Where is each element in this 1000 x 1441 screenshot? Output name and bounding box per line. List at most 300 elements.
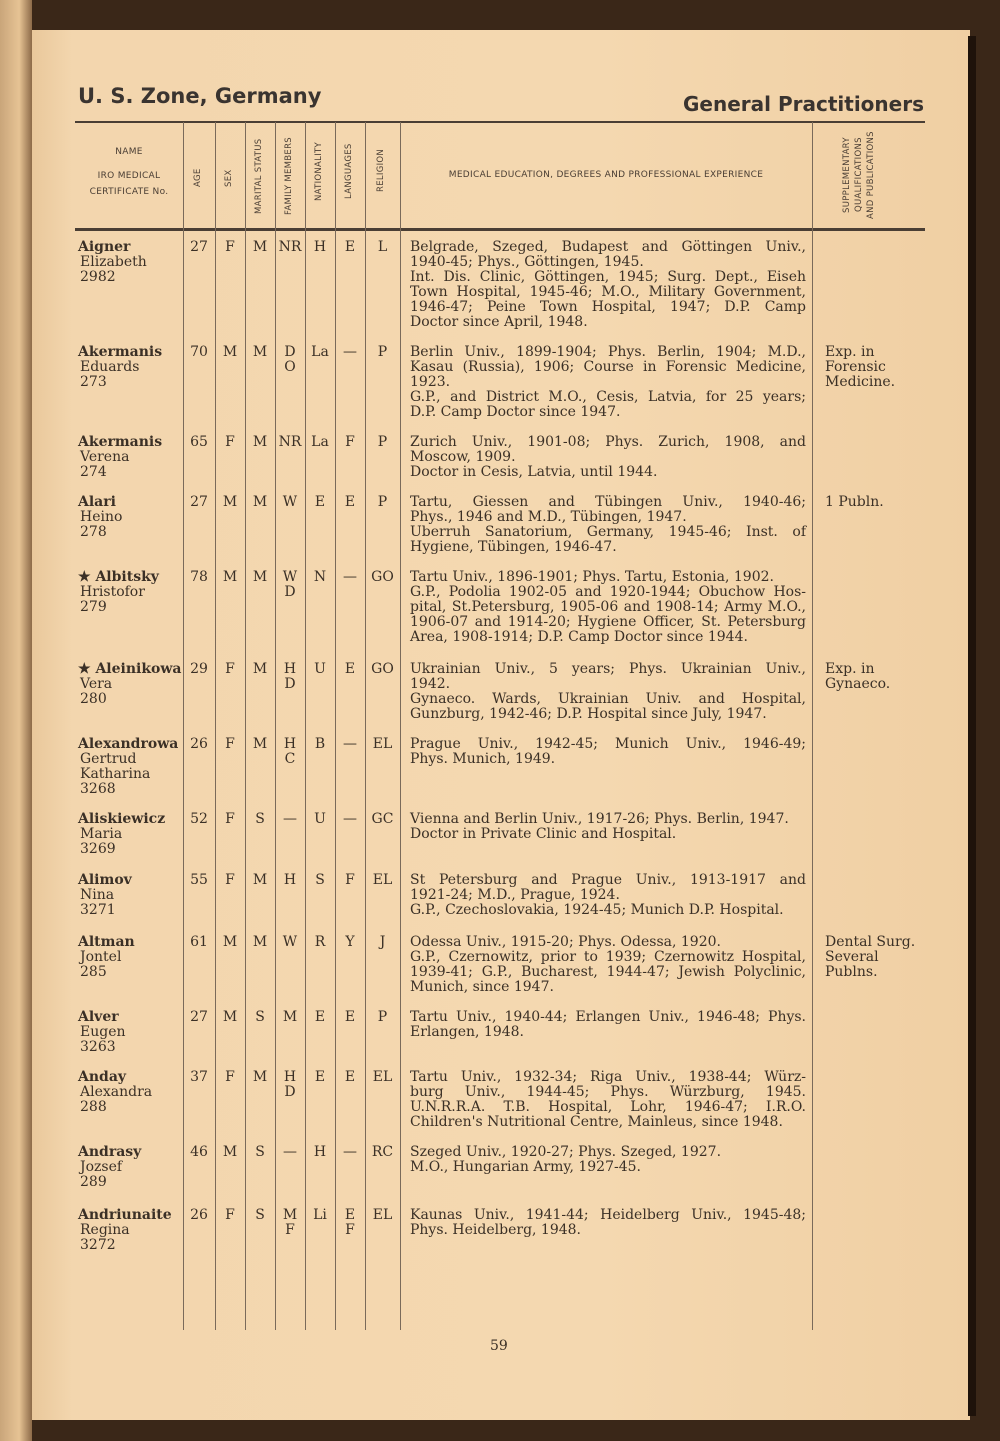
religion-cell: L [377, 239, 388, 255]
family-cell [275, 1208, 305, 1238]
header-marital-status: MARITAL STATUS [254, 138, 264, 214]
surname [78, 873, 188, 888]
surname [78, 570, 188, 585]
nationality-cell: Li [313, 1207, 327, 1223]
education-line: Hygiene, Tübingen, 1946-47. [410, 539, 617, 555]
age-cell: 29 [190, 661, 208, 677]
name-cell [78, 1010, 188, 1055]
header-age: AGE [193, 168, 203, 188]
education-paragraph [410, 737, 806, 767]
given-name: Eduards [80, 359, 140, 375]
religion-cell: EL [372, 1069, 393, 1085]
education-paragraph [410, 495, 806, 525]
religion-cell: P [377, 494, 388, 510]
sex-cell: M [222, 934, 238, 950]
education-cell [410, 737, 806, 767]
page-number: 59 [490, 1338, 508, 1354]
marital-cell: S [255, 1009, 265, 1025]
sex-cell: M [222, 1144, 238, 1160]
sex-cell: F [225, 811, 235, 827]
family-value: NR [278, 239, 302, 255]
education-paragraph [410, 570, 806, 585]
religion-cell: P [377, 1009, 388, 1025]
education-line: D.P. Camp Doctor since 1947. [410, 404, 621, 420]
education-paragraph [410, 1145, 806, 1160]
languages-value: E [344, 661, 356, 677]
education-paragraph [410, 345, 806, 390]
header-education: MEDICAL EDUCATION, DEGREES AND PROFESSIONAL EXPERIENCE [448, 170, 764, 180]
surname-text: Aigner [78, 239, 131, 255]
surname-text: Andrasy [78, 1144, 142, 1160]
surname [78, 737, 188, 752]
nationality-cell: E [314, 1069, 326, 1085]
family-cell [275, 662, 305, 692]
education-paragraph [410, 935, 806, 950]
family-cell [275, 495, 305, 510]
languages-value: — [343, 1144, 357, 1160]
supplementary-cell [825, 495, 925, 510]
education-cell [410, 240, 806, 330]
education-cell [410, 1145, 806, 1175]
given-name: Jozsef [80, 1159, 123, 1175]
surname-text: Akermanis [78, 434, 163, 450]
header-bottom-rule [75, 228, 925, 231]
header-top-rule [75, 121, 925, 123]
education-paragraph [410, 270, 806, 330]
certificate-number: 278 [80, 524, 107, 540]
education-line: Tartu Univ., 1940-44; Erlangen Univ., 1946-48; Phys. [410, 1009, 806, 1025]
languages-cell [335, 240, 365, 255]
age-cell: 78 [190, 569, 208, 585]
family-cell [275, 935, 305, 950]
given-name: Heino [80, 509, 123, 525]
education-line: G.P., Czechoslovakia, 1924-45; Munich D.P. Hospital. [410, 902, 784, 918]
given-name: Eugen [80, 1024, 126, 1040]
surname [78, 240, 188, 255]
education-line: Int. Dis. Clinic, Göttingen, 1945; Surg. Dept., Eiseh [410, 269, 806, 285]
given-name: Maria [80, 826, 123, 842]
age-cell: 26 [190, 736, 208, 752]
marital-cell: M [252, 344, 268, 360]
languages-value: E [344, 494, 356, 510]
nationality-cell: B [314, 736, 326, 752]
languages-cell [335, 435, 365, 450]
surname-text: Anday [78, 1069, 127, 1085]
education-paragraph [410, 812, 806, 827]
supplementary-line: Gynaeco. [825, 676, 891, 692]
education-cell [410, 495, 806, 555]
supplementary-line: Forensic [825, 359, 886, 375]
family-value: D [284, 584, 296, 600]
nationality-cell: S [315, 872, 325, 888]
family-value: D [284, 676, 296, 692]
education-line: Vienna and Berlin Univ., 1917-26; Phys. Berlin, 1947. [410, 811, 789, 827]
sex-cell: F [225, 434, 235, 450]
sex-cell: F [225, 1207, 235, 1223]
name-cell [78, 1070, 188, 1115]
surname [78, 1070, 188, 1085]
header-languages: LANGUAGES [344, 143, 354, 199]
education-cell [410, 935, 806, 995]
age-cell: 37 [190, 1069, 208, 1085]
education-line: Tartu, Giessen and Tübingen Univ., 1940-46; [410, 494, 806, 510]
marital-cell: S [255, 811, 265, 827]
education-line: G.P., and District M.O., Cesis, Latvia, for 25 years; [410, 389, 806, 405]
zone-title: U. S. Zone, Germany [78, 84, 322, 108]
given-name: Gertrud [80, 751, 137, 767]
marital-cell: M [252, 239, 268, 255]
languages-value: Y [345, 934, 355, 950]
languages-value: — [343, 736, 357, 752]
education-line: 1939-41; G.P., Bucharest, 1944-47; Jewish Polyclinic, [410, 964, 806, 980]
age-cell: 26 [190, 1207, 208, 1223]
family-cell [275, 812, 305, 827]
sex-cell: F [225, 661, 235, 677]
header-supp-line: QUALIFICATIONS [854, 137, 864, 213]
education-cell [410, 345, 806, 420]
education-line: Zurich Univ., 1901-08; Phys. Zurich, 1908, and [410, 434, 806, 450]
education-line: 1942. [410, 676, 451, 692]
surname [78, 1010, 188, 1025]
family-value: W [282, 494, 298, 510]
header-supplementary [842, 130, 876, 220]
education-line: Ukrainian Univ., 5 years; Phys. Ukrainian Univ., [410, 661, 806, 677]
family-cell [275, 345, 305, 375]
family-cell [275, 1145, 305, 1160]
supplementary-line: Exp. in [825, 344, 875, 360]
family-value: M [282, 1207, 298, 1223]
name-cell [78, 1208, 188, 1253]
education-line: Doctor in Cesis, Latvia, until 1944. [410, 464, 658, 480]
education-paragraph [410, 585, 806, 645]
family-value: W [282, 934, 298, 950]
education-line: Children's Nutritional Centre, Mainleus, since 1948. [410, 1114, 783, 1130]
education-line: Erlangen, 1948. [410, 1024, 524, 1040]
given-name: Katharina [80, 766, 151, 782]
education-paragraph [410, 525, 806, 555]
education-line: G.P., Czernowitz, prior to 1939; Czernowitz Hospital, [410, 949, 806, 965]
education-cell [410, 812, 806, 842]
nationality-cell: N [313, 569, 327, 585]
certificate-number: 285 [80, 964, 107, 980]
languages-cell [335, 935, 365, 950]
certificate-number: 273 [80, 374, 107, 390]
marital-cell: S [255, 1144, 265, 1160]
name-cell [78, 662, 188, 707]
header-nationality: NATIONALITY [314, 141, 324, 201]
education-line: 1946-47; Peine Town Hospital, 1947; D.P. Camp [410, 299, 806, 315]
education-line: Odessa Univ., 1915-20; Phys. Odessa, 1920. [410, 934, 721, 950]
supplementary-line: Several [825, 949, 879, 965]
supplementary-line: Publns. [825, 964, 878, 980]
education-line: St Petersburg and Prague Univ., 1913-1917 and [410, 872, 806, 888]
surname-text: Alver [78, 1009, 119, 1025]
languages-value: F [345, 434, 355, 450]
languages-value: E [344, 239, 356, 255]
nationality-cell: R [314, 934, 326, 950]
education-paragraph [410, 903, 806, 918]
sex-cell: M [222, 344, 238, 360]
name-cell [78, 570, 188, 615]
column-divider [812, 122, 813, 1330]
header-name-line: CERTIFICATE No. [89, 187, 169, 197]
languages-value: — [343, 344, 357, 360]
supplementary-line: 1 Publn. [825, 494, 884, 510]
religion-cell: GO [371, 569, 394, 585]
education-line: Tartu Univ., 1896-1901; Phys. Tartu, Estonia, 1902. [410, 569, 774, 585]
given-name: Alexandra [80, 1084, 153, 1100]
religion-cell: EL [372, 872, 393, 888]
languages-value: F [345, 872, 355, 888]
religion-cell: J [379, 934, 386, 950]
languages-value: E [344, 1069, 356, 1085]
name-cell [78, 495, 188, 540]
certificate-number: 279 [80, 599, 107, 615]
family-cell [275, 240, 305, 255]
age-cell: 61 [190, 934, 208, 950]
education-paragraph [410, 1160, 806, 1175]
name-cell [78, 873, 188, 918]
religion-cell: RC [371, 1144, 394, 1160]
age-cell: 55 [190, 872, 208, 888]
family-cell [275, 435, 305, 450]
education-cell [410, 662, 806, 722]
certificate-number: 274 [80, 464, 107, 480]
facing-page-edge [0, 0, 32, 1441]
religion-cell: EL [372, 736, 393, 752]
surname-text: Altman [78, 934, 135, 950]
languages-cell [335, 345, 365, 360]
family-cell [275, 1070, 305, 1100]
page-edge-shadow [968, 36, 976, 1416]
family-value: W [282, 569, 298, 585]
education-paragraph [410, 950, 806, 995]
education-cell [410, 570, 806, 645]
education-line: Doctor in Private Clinic and Hospital. [410, 826, 677, 842]
marital-cell: M [252, 1069, 268, 1085]
header-religion: RELIGION [376, 148, 386, 192]
surname-text: Alari [78, 494, 116, 510]
family-value: M [282, 1009, 298, 1025]
given-name: Hristofor [80, 584, 145, 600]
education-line: burg Univ., 1944-45; Phys. Würzburg, 1945. [410, 1084, 806, 1100]
education-line: Doctor since April, 1948. [410, 314, 588, 330]
marital-cell: M [252, 434, 268, 450]
star-icon: ★ [78, 569, 91, 585]
education-line: 1923. [410, 374, 451, 390]
given-name: Elizabeth [80, 254, 147, 270]
languages-cell [335, 570, 365, 585]
education-paragraph [410, 390, 806, 420]
header-sex: SEX [224, 169, 234, 187]
family-value: O [284, 359, 296, 375]
surname [78, 1208, 188, 1223]
nationality-cell: La [311, 434, 329, 450]
nationality-cell: U [314, 811, 326, 827]
age-cell: 27 [190, 494, 208, 510]
education-line: 1921-24; M.D., Prague, 1924. [410, 887, 620, 903]
education-line: pital, St.Petersburg, 1905-06 and 1908-14; Army M.O., [410, 599, 806, 615]
education-line: Phys. Munich, 1949. [410, 751, 556, 767]
family-cell [275, 737, 305, 767]
languages-value: E [344, 1009, 356, 1025]
nationality-cell: E [314, 1009, 326, 1025]
languages-value: E [344, 1207, 356, 1223]
header-name-line: NAME [115, 147, 143, 157]
family-cell [275, 1010, 305, 1025]
education-cell [410, 435, 806, 480]
sex-cell: F [225, 1069, 235, 1085]
age-cell: 27 [190, 239, 208, 255]
education-line: Gunzburg, 1942-46; D.P. Hospital since July, 1947. [410, 706, 767, 722]
education-line: Town Hospital, 1945-46; M.O., Military Government, [410, 284, 806, 300]
surname [78, 1145, 188, 1160]
languages-cell [335, 1145, 365, 1160]
education-line: Gynaeco. Wards, Ukrainian Univ. and Hospital, [410, 691, 806, 707]
surname [78, 345, 188, 360]
supplementary-cell [825, 345, 925, 390]
nationality-cell: U [314, 661, 326, 677]
languages-value: — [343, 811, 357, 827]
family-value: H [283, 872, 297, 888]
education-paragraph [410, 873, 806, 903]
education-line: Prague Univ., 1942-45; Munich Univ., 1946-49; [410, 736, 806, 752]
languages-cell [335, 1208, 365, 1238]
surname-text: Albitsky [95, 569, 159, 585]
languages-cell [335, 873, 365, 888]
nationality-cell: H [313, 1144, 327, 1160]
age-cell: 46 [190, 1144, 208, 1160]
marital-cell: M [252, 934, 268, 950]
certificate-number: 3263 [80, 1039, 116, 1055]
sex-cell: M [222, 1009, 238, 1025]
certificate-number: 2982 [80, 269, 116, 285]
sex-cell: F [225, 736, 235, 752]
given-name: Verena [80, 449, 130, 465]
nationality-cell: La [311, 344, 329, 360]
certificate-number: 3272 [80, 1237, 116, 1253]
languages-cell [335, 812, 365, 827]
languages-cell [335, 662, 365, 677]
education-cell [410, 1208, 806, 1238]
family-value: H [283, 661, 297, 677]
certificate-number: 3269 [80, 841, 116, 857]
languages-cell [335, 1010, 365, 1025]
supplementary-cell [825, 662, 925, 692]
sex-cell: F [225, 239, 235, 255]
education-cell [410, 873, 806, 918]
name-cell [78, 935, 188, 980]
marital-cell: S [255, 1207, 265, 1223]
surname-text: Alexandrowa [78, 736, 179, 752]
education-paragraph [410, 465, 806, 480]
education-line: Phys. Heidelberg, 1948. [410, 1222, 582, 1238]
column-divider [400, 122, 401, 1330]
supplementary-line: Medicine. [825, 374, 896, 390]
education-line: Munich, since 1947. [410, 979, 554, 995]
family-cell [275, 570, 305, 600]
header-name [75, 144, 183, 200]
marital-cell: M [252, 494, 268, 510]
education-line: Moscow, 1909. [410, 449, 516, 465]
education-line: 1906-07 and 1914-20; Hygiene Officer, St. Petersburg [410, 614, 806, 630]
sex-cell: M [222, 569, 238, 585]
name-cell [78, 812, 188, 857]
surname [78, 495, 188, 510]
marital-cell: M [252, 569, 268, 585]
certificate-number: 280 [80, 691, 107, 707]
education-paragraph [410, 1010, 806, 1040]
age-cell: 52 [190, 811, 208, 827]
nationality-cell: H [313, 239, 327, 255]
religion-cell: EL [372, 1207, 393, 1223]
religion-cell: GC [371, 811, 394, 827]
nationality-cell: E [314, 494, 326, 510]
supplementary-cell [825, 935, 925, 980]
surname-text: Andriunaite [78, 1207, 172, 1223]
education-line: Phys., 1946 and M.D., Tübingen, 1947. [410, 509, 687, 525]
supplementary-line: Exp. in [825, 661, 875, 677]
education-paragraph [410, 1208, 806, 1238]
header-family-members: FAMILY MEMBERS [284, 137, 294, 216]
education-paragraph [410, 692, 806, 722]
certificate-number: 3271 [80, 902, 116, 918]
age-cell: 70 [190, 344, 208, 360]
education-line: G.P., Podolia 1902-05 and 1920-1944; Obuchow Hos- [410, 584, 806, 600]
header-supp-line: AND PUBLICATIONS [866, 131, 876, 219]
family-value: D [284, 344, 296, 360]
education-cell [410, 1010, 806, 1040]
section-title: General Practitioners [683, 92, 924, 116]
family-value: H [283, 1069, 297, 1085]
education-line: Berlin Univ., 1899-1904; Phys. Berlin, 1904; M.D., [410, 344, 806, 360]
family-value: F [285, 1222, 295, 1238]
family-value: — [283, 1144, 297, 1160]
name-cell [78, 1145, 188, 1190]
family-value: NR [278, 434, 302, 450]
certificate-number: 3268 [80, 781, 116, 797]
surname [78, 435, 188, 450]
education-line: Uberruh Sanatorium, Germany, 1945-46; Inst. of [410, 524, 806, 540]
education-line: M.O., Hungarian Army, 1927-45. [410, 1159, 641, 1175]
family-value: C [284, 751, 296, 767]
name-cell [78, 240, 188, 285]
education-paragraph [410, 435, 806, 465]
education-paragraph [410, 240, 806, 270]
education-line: Kaunas Univ., 1941-44; Heidelberg Univ., 1945-48; [410, 1207, 806, 1223]
given-name: Regina [80, 1222, 130, 1238]
surname-text: Aleinikowa [95, 661, 182, 677]
name-cell [78, 435, 188, 480]
certificate-number: 288 [80, 1099, 107, 1115]
languages-value: F [345, 1222, 355, 1238]
religion-cell: P [377, 344, 388, 360]
surname-text: Akermanis [78, 344, 163, 360]
header-supp-line: SUPPLEMENTARY [842, 137, 852, 213]
header-name-line: IRO MEDICAL [97, 171, 161, 181]
education-line: Belgrade, Szeged, Budapest and Göttingen Univ., [410, 239, 806, 255]
marital-cell: M [252, 872, 268, 888]
education-line: Tartu Univ., 1932-34; Riga Univ., 1938-44; Würz- [410, 1069, 806, 1085]
given-name: Jontel [80, 949, 122, 965]
education-paragraph [410, 827, 806, 842]
education-paragraph [410, 662, 806, 692]
family-cell [275, 873, 305, 888]
education-paragraph [410, 1070, 806, 1130]
family-value: D [284, 1084, 296, 1100]
marital-cell: M [252, 661, 268, 677]
religion-cell: P [377, 434, 388, 450]
